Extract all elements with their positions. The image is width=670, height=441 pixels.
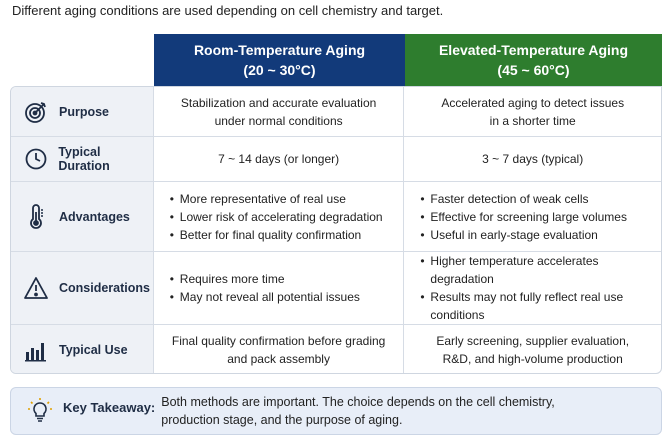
row-label-cell [11,252,154,324]
list-item: • Requires more time [170,270,404,288]
bullet-list [404,190,661,244]
bullet-list [154,190,404,244]
bullet-list [404,252,661,324]
room-considerations-cell [154,252,405,324]
list-item: • More representative of real use [170,190,404,208]
row-label-cell [11,182,154,251]
intro-text: Different aging conditions are used depending on cell chemistry and target. [12,3,444,18]
row-label-cell [11,325,154,374]
room-header-range: (20 ~ 30°C) [243,62,316,78]
cell-line: and pack assembly [227,352,330,366]
row-advantages [11,181,661,251]
row-considerations [11,251,661,324]
row-typical-duration [11,136,661,181]
cell-line: R&D, and high-volume production [442,352,623,366]
warning-icon [23,275,49,301]
bar-chart-icon [23,337,49,363]
list-item: • Better for final quality confirmation [170,226,404,244]
cell-line: in a shorter time [489,113,576,128]
cell-line: Stabilization and accurate evaluation [180,95,377,110]
list-item: • Lower risk of accelerating degradation [170,208,404,226]
room-header-title: Room-Temperature Aging [193,42,366,58]
list-item: • Faster detection of weak cells [420,190,661,208]
elevated-considerations-cell [404,252,661,324]
bullet-list [154,270,404,306]
elevated-temperature-header [405,34,662,86]
row-label-cell [11,137,154,181]
key-takeaway-text: Both methods are important. The choice depends on the cell chemistry, production stage, and the purpose of aging. [161,395,555,427]
list-item: • Higher temperature accelerates degradation [420,252,661,288]
room-advantages-cell [154,182,405,251]
list-item: • Useful in early-stage evaluation [420,226,661,244]
comparison-table [10,86,662,374]
elevated-header-title: Elevated-Temperature Aging [438,42,629,58]
row-typical-use [11,324,661,374]
row-label: Purpose [59,104,110,119]
row-label: Considerations [59,281,150,295]
clock-icon [23,146,48,172]
elevated-advantages-cell [404,182,661,251]
cell-line: Early screening, supplier evaluation, [436,334,630,348]
cell-line: 7 ~ 14 days (or longer) [218,152,340,166]
cell-line: Final quality confirmation before grading [171,334,386,348]
room-typical-use-cell [154,325,405,374]
row-label: Typical Duration [58,145,110,173]
room-temperature-header [154,34,405,86]
row-purpose [11,87,661,136]
lightbulb-icon [25,396,55,426]
list-item: • Results may not fully reflect real use conditions [420,288,661,324]
thermometer-icon [23,204,49,230]
key-takeaway-box [10,387,662,435]
cell-line: under normal conditions [214,113,343,128]
room-duration-cell [154,137,405,181]
row-label: Advantages [59,209,130,224]
list-item: • Effective for screening large volumes [420,208,661,226]
room-purpose-cell [154,87,405,136]
row-label: Typical Use [59,343,128,357]
elevated-header-range: (45 ~ 60°C) [497,62,570,78]
elevated-purpose-cell [404,87,661,136]
row-label-cell [11,87,154,136]
key-takeaway-label: Key Takeaway: [63,400,156,415]
cell-line: Accelerated aging to detect issues [441,95,625,110]
target-icon [23,99,49,125]
elevated-duration-cell [404,137,661,181]
elevated-typical-use-cell [404,325,661,374]
cell-line: 3 ~ 7 days (typical) [482,152,584,166]
list-item: • May not reveal all potential issues [170,288,404,306]
